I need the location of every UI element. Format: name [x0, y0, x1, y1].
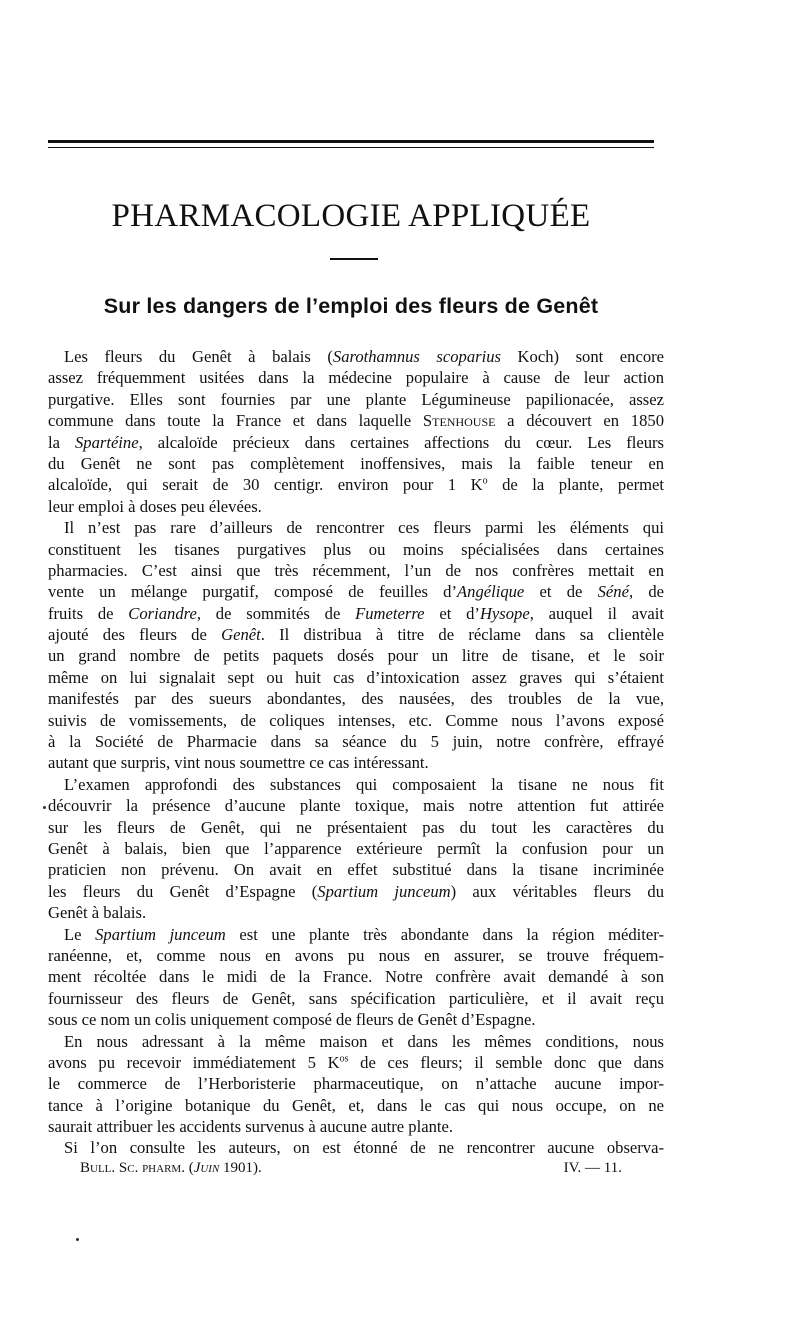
- journal-reference: Bull. Sc. pharm. (Juin 1901).: [80, 1160, 262, 1176]
- paper-speck: [43, 806, 46, 809]
- text-line: Si l’on consulte les auteurs, on est étonné de ne rencontrer aucune observa-: [64, 1138, 664, 1158]
- text-line: tance à l’origine botanique du Genêt, et, dans le cas qui nous occupe, on ne: [48, 1095, 664, 1115]
- text-line: fruits de Coriandre, de sommités de Fumeterre et d’Hysope, auquel il avait: [48, 603, 664, 623]
- title-divider: [330, 258, 378, 260]
- italic-term: Spartéine: [74, 432, 139, 452]
- text-line: découvrir la présence d’aucune plante toxique, mais notre attention fut attirée: [48, 796, 664, 816]
- text-line: assez fréquemment usitées dans la médecine populaire à cause de leur action: [48, 368, 664, 388]
- paragraph: [48, 1031, 664, 1138]
- text-line: les fleurs du Genêt d’Espagne (Spartium junceum) aux véritables fleurs du: [48, 881, 664, 901]
- text-line: sur les fleurs de Genêt, qui ne présentaient pas du tout les caractères du: [48, 817, 664, 837]
- text-line: praticien non prévenu. On avait en effet substitué dans la tisane incriminée: [48, 860, 664, 880]
- paper-speck: [76, 1238, 79, 1241]
- italic-term: Spartium junceum: [95, 924, 226, 944]
- paragraph: [48, 774, 664, 924]
- italic-term: Juin: [193, 1160, 220, 1176]
- text-line: ranéenne, et, comme nous en avons pu nous en assurer, se trouve fréquem-: [48, 945, 664, 965]
- text-line: constituent les tisanes purgatives plus ou moins spécialisées dans certaines: [48, 539, 664, 559]
- text-line: Les fleurs du Genêt à balais (Sarothamnus scoparius Koch) sont encore: [64, 347, 664, 366]
- text-line: la Spartéine, alcaloïde précieux dans certaines affections du cœur. Les fleurs: [48, 432, 664, 452]
- italic-term: Fumeterre: [355, 603, 425, 623]
- text-line: avons pu recevoir immédiatement 5 $K^{os}$ de ces fleurs; il semble donc que dans: [48, 1052, 664, 1072]
- text-line: du Genêt ne sont pas complètement inoffensives, mais la faible teneur en: [48, 453, 664, 473]
- text-line: même on lui signalait sept ou huit cas d’intoxication assez graves qui s’étaient: [48, 667, 664, 687]
- paragraph: [48, 1137, 664, 1158]
- signature-mark: IV. — 11.: [563, 1160, 622, 1176]
- text-line: le commerce de l’Herboristerie pharmaceutique, on n’attache aucune impor-: [48, 1074, 664, 1094]
- italic-term: Séné: [597, 582, 629, 602]
- superscript: o: [482, 475, 488, 487]
- text-line: commune dans toute la France et dans laquelle Stenhouse a découvert en 1850: [48, 411, 664, 431]
- italic-term: Hysope: [479, 603, 530, 623]
- text-line: sous ce nom un colis uniquement composé de fleurs de Genêt d’Espagne.: [48, 1010, 536, 1030]
- text-line: manifestés par des sueurs abondantes, des nausées, des troubles de la vue,: [48, 689, 664, 709]
- text-line: En nous adressant à la même maison et dans les mêmes conditions, nous: [64, 1031, 664, 1051]
- italic-term: Angélique: [457, 582, 525, 602]
- text-line: autant que surpris, vint nous soumettre ce cas intéressant.: [48, 753, 429, 773]
- italic-term: Coriandre: [128, 603, 197, 623]
- text-line: Genêt à balais, bien que l’apparence extérieure permît la confusion pour un: [48, 838, 664, 858]
- page-footer: [80, 1157, 640, 1179]
- section-title: PHARMACOLOGIE APPLIQUÉE: [111, 198, 591, 234]
- text-line: suivis de vomissements, de coliques intenses, etc. Comme nous l’avons exposé: [48, 710, 664, 730]
- text-line: un grand nombre de petits paquets dosés pour un litre de tisane, et le soir: [48, 646, 664, 666]
- article-title: Sur les dangers de l’emploi des fleurs de Genêt: [103, 294, 599, 318]
- text-line: leur emploi à doses peu élevées.: [48, 496, 262, 516]
- text-line: pharmacies. C’est ainsi que très récemment, l’un de nos confrères mettait en: [48, 560, 664, 580]
- text-line: Il n’est pas rare d’ailleurs de rencontrer ces fleurs parmi les éléments qui: [64, 518, 664, 538]
- text-line: à la Société de Pharmacie dans sa séance du 5 juin, notre confrère, effrayé: [48, 732, 664, 752]
- text-line: Genêt à balais.: [48, 903, 147, 923]
- text-line: ajouté des fleurs de Genêt. Il distribua à titre de réclame dans sa clientèle: [48, 625, 664, 645]
- superscript: os: [339, 1053, 349, 1065]
- top-rule-thick: [48, 140, 654, 143]
- text-line: fournisseur des fleurs de Genêt, sans spécification particulière, et il avait reçu: [48, 988, 664, 1008]
- paragraph: [48, 924, 664, 1031]
- italic-term: Sarothamnus scoparius: [332, 347, 501, 366]
- paragraph: [48, 346, 664, 517]
- text-line: Le Spartium junceum est une plante très abondante dans la région méditer-: [64, 924, 664, 944]
- article-body: [48, 346, 664, 1159]
- author-name: Stenhouse: [422, 411, 496, 431]
- text-line: purgative. Elles sont fournies par une plante Légumineuse papilionacée, assez: [48, 389, 664, 409]
- text-line: ment récoltée dans le midi de la France. Notre confrère avait demandé à son: [48, 967, 664, 987]
- text-line: vente un mélange purgatif, composé de feuilles d’Angélique et de Séné, de: [48, 582, 664, 602]
- italic-term: Spartium junceum: [317, 881, 451, 901]
- text-line: L’examen approfondi des substances qui composaient la tisane ne nous fit: [64, 774, 664, 794]
- text-line: alcaloïde, qui serait de 30 centigr. environ pour 1 $K^o$ de la plante, permet: [48, 475, 664, 495]
- paragraph: [48, 517, 664, 774]
- text-line: saurait attribuer les accidents survenus à aucune autre plante.: [48, 1117, 453, 1137]
- top-rule-thin: [48, 147, 654, 148]
- italic-term: Genêt: [221, 625, 261, 645]
